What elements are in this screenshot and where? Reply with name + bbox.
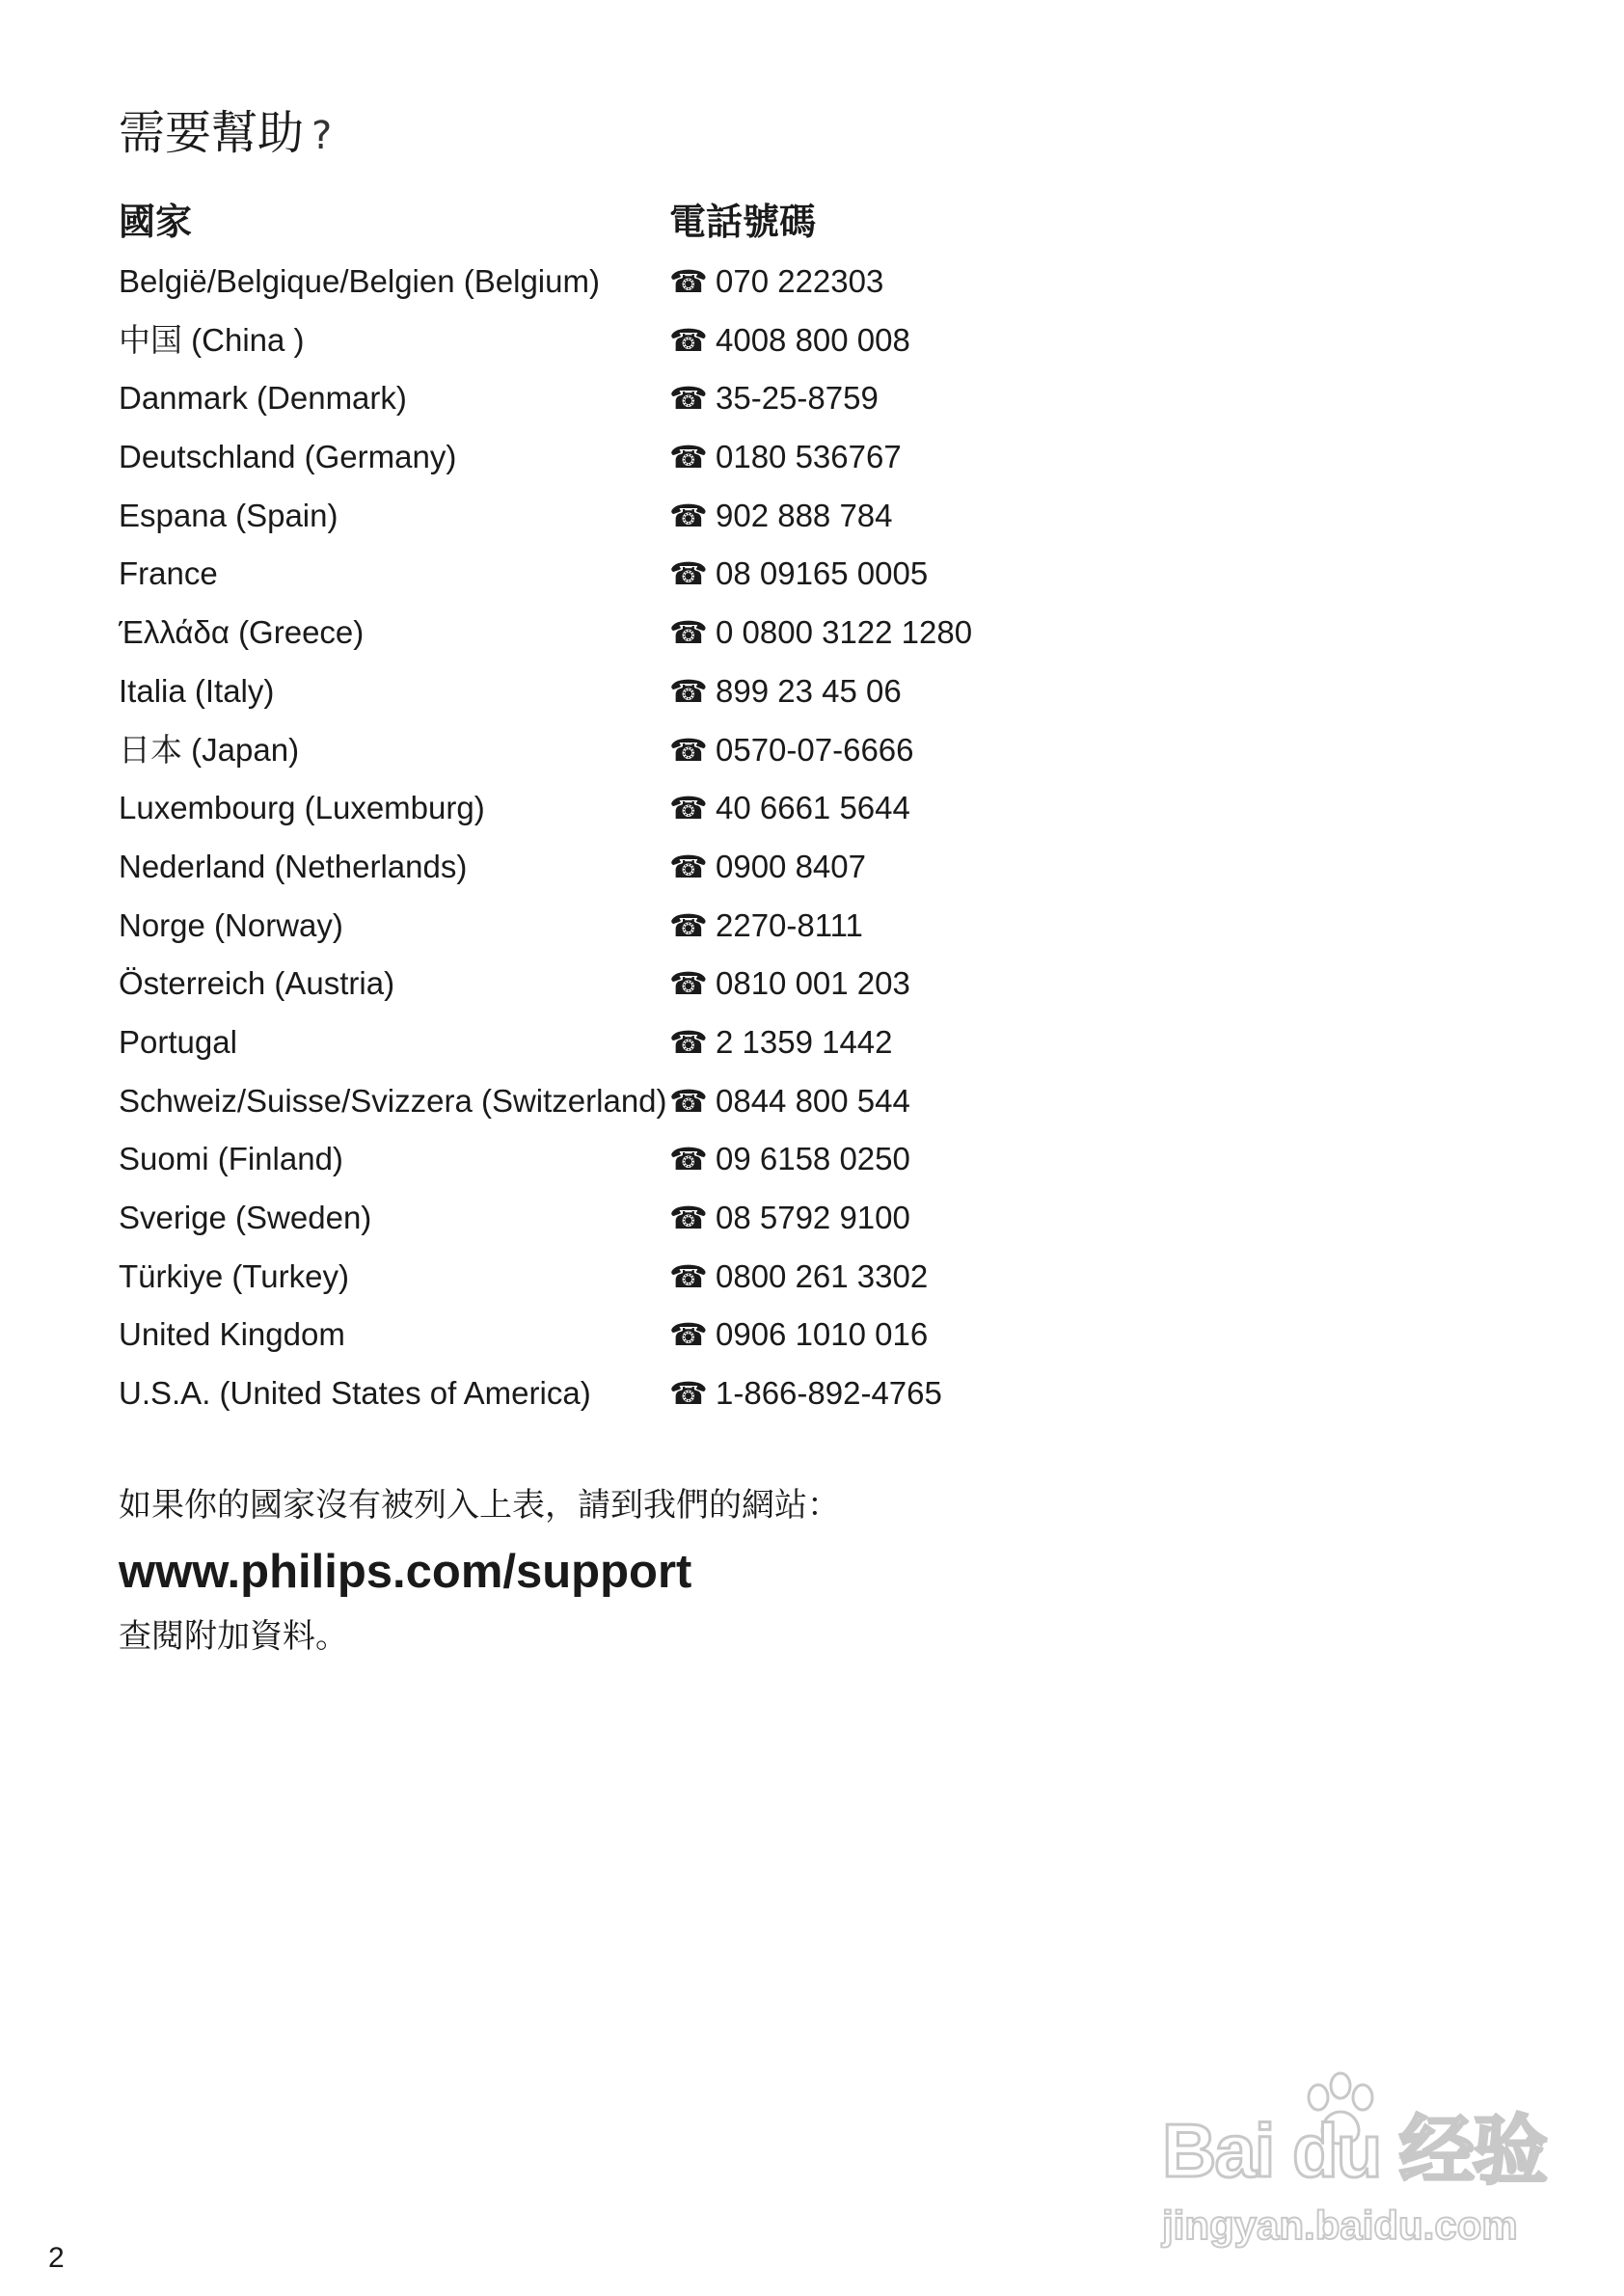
table-row — [119, 428, 1276, 487]
table-row — [119, 1130, 1276, 1189]
table-row — [119, 1306, 1276, 1364]
not-listed-note: 如果你的國家沒有被列入上表，請到我們的網站： — [119, 1486, 840, 1525]
country-name: Deutschland (Germany) — [119, 439, 457, 475]
phone-number[interactable]: 0900 8407 — [716, 848, 866, 884]
telephone-icon: ☎ — [669, 1316, 708, 1354]
contact-table — [119, 253, 1276, 1423]
table-row — [119, 604, 1276, 662]
telephone-icon: ☎ — [669, 380, 708, 418]
phone-cell — [669, 1372, 942, 1415]
country-name: 日本 (Japan) — [119, 731, 300, 768]
phone-number[interactable]: 0180 536767 — [716, 439, 902, 475]
phone-cell — [669, 1138, 910, 1180]
country-name: Suomi (Finland) — [119, 1141, 343, 1177]
table-row — [119, 1013, 1276, 1072]
table-row — [119, 838, 1276, 897]
telephone-icon: ☎ — [669, 555, 708, 593]
phone-cell — [669, 962, 910, 1005]
country-name: United Kingdom — [119, 1316, 345, 1353]
phone-cell — [669, 495, 893, 537]
phone-number[interactable]: 40 6661 5644 — [716, 790, 910, 826]
table-row — [119, 1248, 1276, 1307]
telephone-icon: ☎ — [669, 1082, 708, 1120]
telephone-icon: ☎ — [669, 1141, 708, 1178]
telephone-icon: ☎ — [669, 672, 708, 710]
phone-cell — [669, 670, 902, 713]
phone-number[interactable]: 899 23 45 06 — [716, 672, 902, 709]
phone-cell — [669, 1080, 910, 1122]
phone-number[interactable]: 0570-07-6666 — [716, 731, 914, 768]
page-title-text: 需要幫助 — [119, 106, 305, 160]
country-name: Türkiye (Turkey) — [119, 1257, 349, 1294]
phone-number[interactable]: 2 1359 1442 — [716, 1023, 893, 1060]
telephone-icon: ☎ — [669, 790, 708, 827]
table-row — [119, 955, 1276, 1013]
country-name: Nederland (Netherlands) — [119, 848, 468, 884]
telephone-icon: ☎ — [669, 906, 708, 944]
telephone-icon: ☎ — [669, 848, 708, 885]
country-name: Portugal — [119, 1023, 237, 1060]
phone-cell — [669, 319, 910, 362]
country-name: Schweiz/Suisse/Svizzera (Switzerland) — [119, 1082, 667, 1119]
watermark-logo-text: Bai du 经验 — [1162, 2108, 1547, 2193]
table-row — [119, 369, 1276, 428]
telephone-icon: ☎ — [669, 263, 708, 300]
support-website-link[interactable]: www.philips.com/support — [119, 1546, 692, 1598]
phone-number[interactable]: 08 09165 0005 — [716, 555, 929, 592]
table-row — [119, 311, 1276, 370]
phone-number[interactable]: 0800 261 3302 — [716, 1257, 929, 1294]
phone-number[interactable]: 0810 001 203 — [716, 965, 910, 1002]
phone-cell — [669, 846, 866, 888]
table-row — [119, 1364, 1276, 1423]
phone-cell — [669, 1256, 928, 1298]
phone-cell — [669, 787, 910, 829]
telephone-icon: ☎ — [669, 614, 708, 652]
phone-cell — [669, 1313, 928, 1356]
watermark-url: jingyan.baidu.com — [1162, 2202, 1518, 2248]
page-number: 2 — [48, 2242, 65, 2274]
table-row — [119, 1072, 1276, 1131]
country-column-header: 國家 — [119, 201, 193, 243]
country-name: France — [119, 555, 218, 592]
phone-column-header: 電話號碼 — [669, 201, 817, 243]
phone-number[interactable]: 08 5792 9100 — [716, 1200, 910, 1235]
telephone-icon: ☎ — [669, 731, 708, 769]
page-title-question-mark: ? — [311, 114, 333, 158]
phone-cell — [669, 1197, 910, 1239]
table-row — [119, 545, 1276, 604]
phone-number[interactable]: 1-866-892-4765 — [716, 1375, 942, 1412]
telephone-icon: ☎ — [669, 321, 708, 359]
country-name: België/Belgique/Belgien (Belgium) — [119, 263, 600, 299]
phone-number[interactable]: 070 222303 — [716, 263, 884, 299]
country-name: Danmark (Denmark) — [119, 380, 407, 417]
country-name: 中国 (China ) — [119, 321, 305, 358]
table-row — [119, 1189, 1276, 1248]
country-name: Espana (Spain) — [119, 497, 338, 533]
telephone-icon: ☎ — [669, 1375, 708, 1413]
baidu-jingyan-watermark — [1162, 2068, 1548, 2261]
phone-cell — [669, 260, 883, 303]
phone-cell — [669, 905, 863, 947]
country-name: U.S.A. (United States of America) — [119, 1375, 591, 1412]
phone-cell — [669, 611, 972, 654]
additional-info-note: 查閱附加資料。 — [119, 1617, 348, 1656]
phone-number[interactable]: 0 0800 3122 1280 — [716, 614, 973, 651]
telephone-icon: ☎ — [669, 1023, 708, 1061]
table-row — [119, 487, 1276, 546]
table-row — [119, 779, 1276, 838]
table-row — [119, 897, 1276, 956]
phone-cell — [669, 553, 928, 595]
phone-number[interactable]: 902 888 784 — [716, 497, 893, 533]
table-row — [119, 253, 1276, 311]
phone-cell — [669, 729, 914, 771]
telephone-icon: ☎ — [669, 1200, 708, 1236]
country-name: Έλλάδα (Greece) — [119, 614, 365, 651]
table-row — [119, 721, 1276, 780]
phone-number[interactable]: 09 6158 0250 — [716, 1141, 910, 1177]
telephone-icon: ☎ — [669, 1257, 708, 1295]
phone-number[interactable]: 0844 800 544 — [716, 1082, 910, 1119]
country-name: Luxembourg (Luxemburg) — [119, 790, 485, 826]
table-row — [119, 662, 1276, 721]
telephone-icon: ☎ — [669, 497, 708, 534]
phone-number[interactable]: 4008 800 008 — [716, 321, 910, 358]
country-name: Italia (Italy) — [119, 672, 275, 709]
phone-cell — [669, 1021, 893, 1064]
country-name: Österreich (Austria) — [119, 965, 395, 1002]
phone-number[interactable]: 35-25-8759 — [716, 380, 879, 417]
telephone-icon: ☎ — [669, 965, 708, 1003]
phone-cell — [669, 436, 902, 478]
phone-number[interactable]: 2270-8111 — [716, 906, 863, 943]
page-title — [119, 102, 332, 167]
country-name: Norge (Norway) — [119, 906, 343, 943]
phone-number[interactable]: 0906 1010 016 — [716, 1316, 929, 1353]
telephone-icon: ☎ — [669, 439, 708, 476]
country-name: Sverige (Sweden) — [119, 1200, 372, 1235]
phone-cell — [669, 377, 879, 419]
